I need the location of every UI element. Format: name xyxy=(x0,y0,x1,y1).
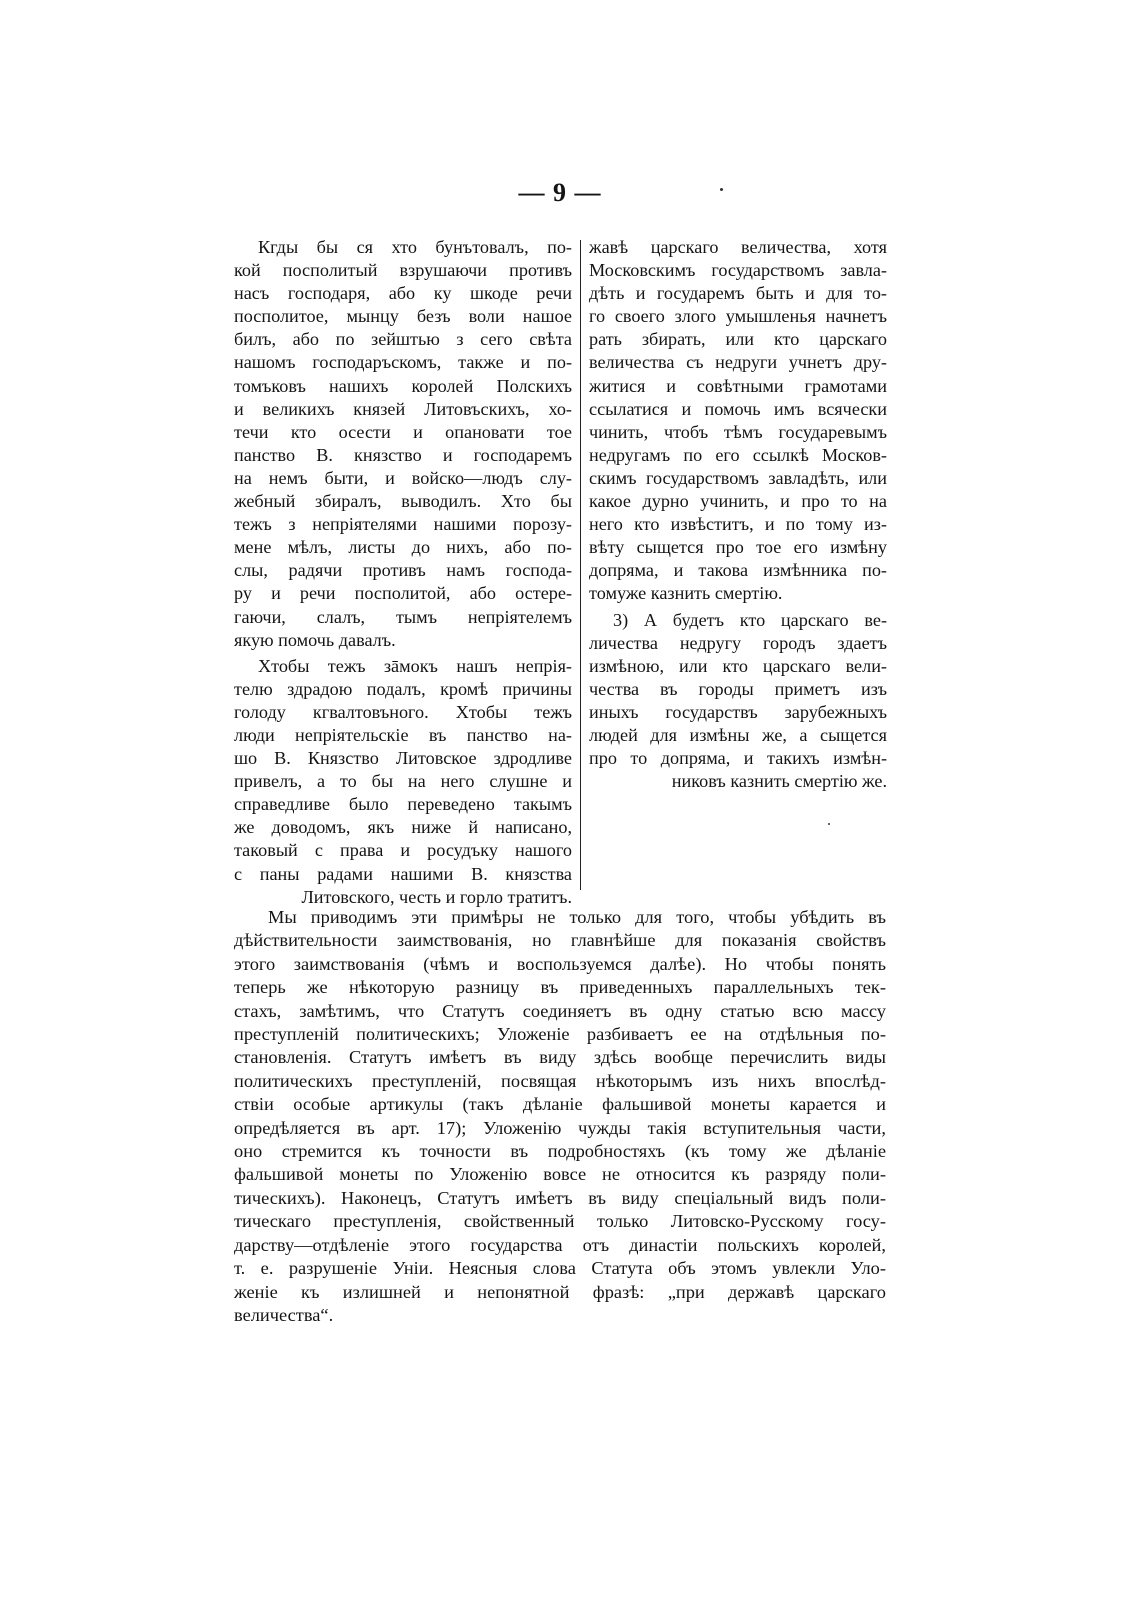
text-line: Кгды бы ся хто бунътовалъ, по- xyxy=(258,237,572,257)
text-line: голоду кгвалтовъного. Хтобы тежъ xyxy=(234,701,572,722)
text-line: ссылатися и помочь имъ всячески xyxy=(589,398,887,419)
text-line: мене мѣлъ, листы до нихъ, або по- xyxy=(234,537,572,558)
text-line: преступленій политическихъ; Уложеніе разбиваетъ ее на отдѣльныя по- xyxy=(234,1024,886,1045)
text-line: томъковъ нашихъ королей Полскихъ xyxy=(234,375,572,396)
text-line: дарству—отдѣленіе этого государства отъ династіи польскихъ королей, xyxy=(234,1234,886,1255)
text-line: Московскимъ государствомъ завла- xyxy=(589,260,887,281)
text-line: посполитое, мынцу безъ воли нашое xyxy=(234,306,572,327)
text-line: величества“. xyxy=(234,1304,334,1325)
column-divider xyxy=(580,240,581,890)
text-line: и великихъ князей Литовъскихъ, хо- xyxy=(234,398,572,419)
text-line: величества съ недруги учнетъ дру- xyxy=(589,352,887,373)
text-line: чинить, чтобъ тѣмъ государевымъ xyxy=(589,421,887,442)
left-column-statute-text xyxy=(234,236,572,909)
text-line: на немъ быти, и войско—людъ слу- xyxy=(234,467,572,488)
text-line: Мы приводимъ эти примѣры не только для того, чтобы убѣдить въ xyxy=(268,907,886,927)
text-line: житися и совѣтными грамотами xyxy=(589,375,887,396)
text-line: становленія. Статутъ имѣетъ въ виду здѣсь вообще перечислить виды xyxy=(234,1047,886,1068)
text-line: теперь же нѣкоторую разницу въ приведенныхъ параллельныхъ тек- xyxy=(234,977,886,998)
text-line: измѣною, или кто царскаго вели- xyxy=(589,655,887,676)
text-line: гаючи, слалъ, тымъ непріятелемъ xyxy=(234,606,572,627)
text-line: никовъ казнить смертію же. xyxy=(671,771,887,792)
text-line: течи кто осести и опановати тое xyxy=(234,421,572,442)
text-line: дѣйствительности заимствованія, но главнѣйше для показанія свойствъ xyxy=(234,930,886,951)
text-line: т. е. разрушеніе Уніи. Неясныя слова Статута объ этомъ увлекли Уло- xyxy=(234,1258,886,1279)
text-line: тическихъ). Наконецъ, Статутъ имѣетъ въ виду спеціальный видъ поли- xyxy=(234,1187,886,1208)
commentary-paragraph xyxy=(234,906,886,1327)
text-line: допряма, и такова измѣнника по- xyxy=(589,560,887,581)
text-line: слы, радячи противъ намъ господа- xyxy=(234,560,572,581)
text-line: опредѣляется въ арт. 17); Уложенію чужды такія вступительныя части, xyxy=(234,1117,886,1138)
text-line: недругамъ по его ссылкѣ Москов- xyxy=(589,444,887,465)
text-line: какое дурно учинить, и про то на xyxy=(589,491,887,512)
text-line: с паны радами нашими В. князства xyxy=(234,863,572,884)
text-line: жебный збиралъ, выводилъ. Хто бы xyxy=(234,491,572,512)
text-line: женіе къ излишней и непонятной фразѣ: „при державѣ царскаго xyxy=(234,1281,886,1302)
text-line: иныхъ государствъ зарубежныхъ xyxy=(589,701,887,722)
text-line: томуже казнить смертію. xyxy=(589,583,783,604)
text-line: насъ господаря, або ку шкоде речи xyxy=(234,283,572,304)
text-line: этого заимствованія (чѣмъ и воспользуемся далѣе). Но чтобы понять xyxy=(234,953,886,974)
page-number: — 9 — xyxy=(518,178,602,207)
text-line: телю здрадою подалъ, кромѣ причины xyxy=(234,678,572,699)
text-line: стахъ, замѣтимъ, что Статутъ соединяетъ въ одну статью всю массу xyxy=(234,1000,886,1021)
text-line: 3) А будетъ кто царскаго ве- xyxy=(613,609,887,630)
text-line: панство В. князство и господаремъ xyxy=(234,444,572,465)
text-line: оно стремится къ точности въ подробностяхъ (къ тому же дѣланіе xyxy=(234,1141,886,1162)
text-line: тическаго преступленія, свойственный только Литовско-Русскому госу- xyxy=(234,1211,886,1232)
text-line: про то допряма, и такихъ измѣн- xyxy=(589,748,887,769)
text-line: людей для измѣны же, а сыщется xyxy=(589,724,887,745)
text-line: шо В. Князство Литовское здродливе xyxy=(234,748,572,769)
right-column-ulozhenie-text xyxy=(589,236,887,793)
text-line: чества въ городы приметъ изъ xyxy=(589,678,887,699)
text-line: личества недругу городъ здаетъ xyxy=(589,632,887,653)
text-line: го своего злого умышленья начнетъ xyxy=(589,306,887,327)
text-line: люди непріятельскіе въ панство на- xyxy=(234,724,572,745)
print-speck xyxy=(720,188,723,191)
print-speck xyxy=(828,823,830,825)
text-line: тежъ з непріятелями нашими порозу- xyxy=(234,514,572,535)
text-line: жавѣ царскаго величества, хотя xyxy=(589,237,887,257)
text-line: ру и речи посполитой, або остере- xyxy=(234,583,572,604)
text-line: политическихъ преступленій, посвящая нѣкоторымъ изъ нихъ впослѣд- xyxy=(234,1070,886,1091)
text-line: таковый с права и росудъку нашого xyxy=(234,840,572,861)
text-line: привелъ, а то бы на него слушне и xyxy=(234,771,572,792)
text-line: Литовского, честь и горло тратитъ. xyxy=(301,886,572,907)
text-line: нашомъ господаръскомъ, также и по- xyxy=(234,352,572,373)
text-line: дѣть и государемъ быть и для то- xyxy=(589,283,887,304)
text-line: фальшивой монеты по Уложенію вовсе не относится къ разряду поли- xyxy=(234,1164,886,1185)
text-line: скимъ государствомъ завладѣть, или xyxy=(589,467,887,488)
text-line: же доводомъ, якъ ниже й написано, xyxy=(234,817,572,838)
text-line: справедливе было переведено такымъ xyxy=(234,794,572,815)
text-line: него кто извѣститъ, и по тому из- xyxy=(589,514,887,535)
text-line: ствіи особые артикулы (такъ дѣланіе фальшивой монеты карается и xyxy=(234,1094,886,1115)
text-line: билъ, або по зeйштью з сего свѣта xyxy=(234,329,572,350)
text-line: кой посполитый взрушаючи противъ xyxy=(234,260,572,281)
text-line: вѣту сыщется про тое его измѣну xyxy=(589,537,887,558)
text-line: рать збирать, или кто царскаго xyxy=(589,329,887,350)
text-line: Хтобы тежъ зāмокъ нашъ непрія- xyxy=(258,655,572,676)
text-line: якую помочь давалъ. xyxy=(234,629,396,650)
